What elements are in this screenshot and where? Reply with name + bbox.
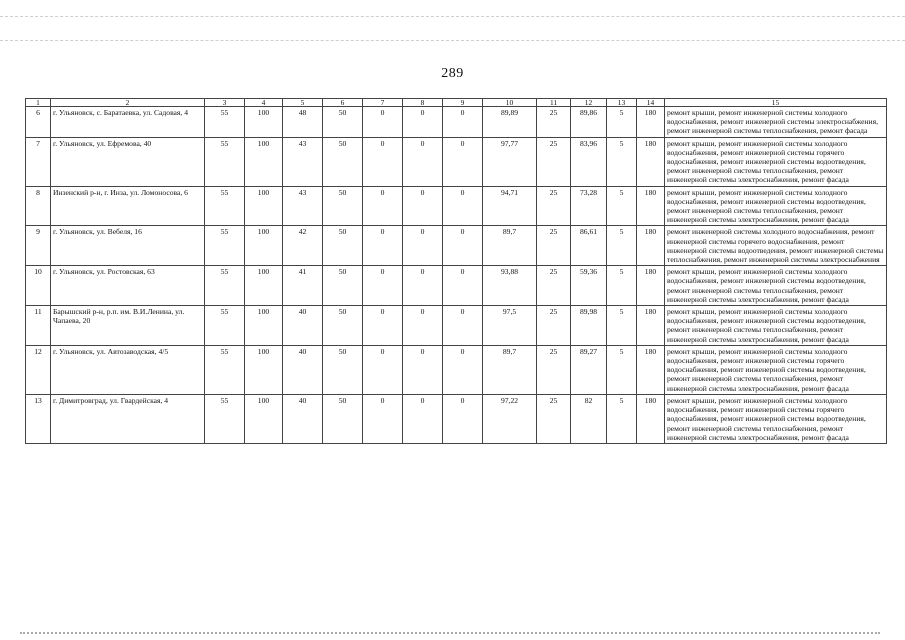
col5-cell: 40 (283, 306, 323, 346)
col6-cell: 50 (323, 137, 363, 186)
col11-cell: 25 (537, 186, 571, 226)
col5-cell: 43 (283, 137, 323, 186)
col11-cell: 25 (537, 306, 571, 346)
col9-cell: 0 (443, 107, 483, 138)
col13-cell: 5 (607, 186, 637, 226)
col10-cell: 89,7 (483, 345, 537, 394)
page-number: 289 (441, 66, 464, 81)
scan-edge-top (0, 16, 905, 18)
row-number: 9 (26, 226, 51, 266)
column-header-15: 15 (665, 99, 887, 107)
col4-cell: 100 (245, 266, 283, 306)
column-header-3: 3 (205, 99, 245, 107)
col12-cell: 86,61 (571, 226, 607, 266)
table-row (26, 345, 887, 394)
table-row (26, 394, 887, 443)
col12-cell: 73,28 (571, 186, 607, 226)
col9-cell: 0 (443, 394, 483, 443)
col12-cell: 82 (571, 394, 607, 443)
col4-cell: 100 (245, 137, 283, 186)
col5-cell: 40 (283, 394, 323, 443)
column-header-4: 4 (245, 99, 283, 107)
works-cell: ремонт инженерной системы холодного водоснабжения, ремонт инженерной системы горячего водоснабжения, ремонт инженерной системы водоотведения, ремонт инженерной системы теплоснабжения, ремонт инженерной системы электроснабжения (665, 226, 887, 266)
col6-cell: 50 (323, 266, 363, 306)
table-row (26, 137, 887, 186)
col14-cell: 180 (637, 137, 665, 186)
col12-cell: 89,86 (571, 107, 607, 138)
table-row (26, 306, 887, 346)
works-cell: ремонт крыши, ремонт инженерной системы холодного водоснабжения, ремонт инженерной системы водоотведения, ремонт инженерной системы теплоснабжения, ремонт инженерной системы электроснабжения, ремонт фасада (665, 266, 887, 306)
col6-cell: 50 (323, 226, 363, 266)
table-header (26, 99, 887, 107)
address-cell: г. Ульяновск, ул. Ростовская, 63 (51, 266, 205, 306)
col4-cell: 100 (245, 107, 283, 138)
col10-cell: 93,88 (483, 266, 537, 306)
address-cell: г. Ульяновск, ул. Автозаводская, 4/5 (51, 345, 205, 394)
col8-cell: 0 (403, 137, 443, 186)
col14-cell: 180 (637, 186, 665, 226)
col8-cell: 0 (403, 306, 443, 346)
col8-cell: 0 (403, 226, 443, 266)
col11-cell: 25 (537, 107, 571, 138)
col12-cell: 59,36 (571, 266, 607, 306)
col7-cell: 0 (363, 394, 403, 443)
col5-cell: 40 (283, 345, 323, 394)
col11-cell: 25 (537, 137, 571, 186)
col13-cell: 5 (607, 226, 637, 266)
col8-cell: 0 (403, 394, 443, 443)
col13-cell: 5 (607, 345, 637, 394)
column-header-1: 1 (26, 99, 51, 107)
col12-cell: 89,98 (571, 306, 607, 346)
address-cell: Инзенский р-н, г. Инза, ул. Ломоносова, 6 (51, 186, 205, 226)
row-number: 6 (26, 107, 51, 138)
col7-cell: 0 (363, 186, 403, 226)
col14-cell: 180 (637, 306, 665, 346)
col7-cell: 0 (363, 306, 403, 346)
address-cell: г. Ульяновск, ул. Вебеля, 16 (51, 226, 205, 266)
address-cell: г. Ульяновск, ул. Ефремова, 40 (51, 137, 205, 186)
col6-cell: 50 (323, 107, 363, 138)
col3-cell: 55 (205, 226, 245, 266)
address-cell: г. Ульяновск, с. Баратаевка, ул. Садовая, 4 (51, 107, 205, 138)
col14-cell: 180 (637, 226, 665, 266)
col9-cell: 0 (443, 266, 483, 306)
col11-cell: 25 (537, 226, 571, 266)
row-number: 13 (26, 394, 51, 443)
row-number: 12 (26, 345, 51, 394)
column-header-10: 10 (483, 99, 537, 107)
col9-cell: 0 (443, 186, 483, 226)
col9-cell: 0 (443, 137, 483, 186)
register-table (25, 98, 887, 444)
col9-cell: 0 (443, 226, 483, 266)
column-header-11: 11 (537, 99, 571, 107)
col11-cell: 25 (537, 345, 571, 394)
col11-cell: 25 (537, 266, 571, 306)
col12-cell: 83,96 (571, 137, 607, 186)
works-cell: ремонт крыши, ремонт инженерной системы холодного водоснабжения, ремонт инженерной системы горячего водоснабжения, ремонт инженерной системы водоотведения, ремонт инженерной системы теплоснабжения, ремонт инженерной системы электроснабжения, ремонт фасада (665, 137, 887, 186)
table-body (26, 107, 887, 444)
col13-cell: 5 (607, 107, 637, 138)
col6-cell: 50 (323, 394, 363, 443)
col3-cell: 55 (205, 394, 245, 443)
table-row (26, 107, 887, 138)
col13-cell: 5 (607, 306, 637, 346)
col14-cell: 180 (637, 345, 665, 394)
col3-cell: 55 (205, 107, 245, 138)
col3-cell: 55 (205, 266, 245, 306)
col5-cell: 41 (283, 266, 323, 306)
col10-cell: 89,89 (483, 107, 537, 138)
col10-cell: 97,22 (483, 394, 537, 443)
column-header-8: 8 (403, 99, 443, 107)
column-header-7: 7 (363, 99, 403, 107)
col9-cell: 0 (443, 306, 483, 346)
col10-cell: 97,77 (483, 137, 537, 186)
col3-cell: 55 (205, 137, 245, 186)
col10-cell: 89,7 (483, 226, 537, 266)
col5-cell: 42 (283, 226, 323, 266)
table-row (26, 186, 887, 226)
works-cell: ремонт крыши, ремонт инженерной системы холодного водоснабжения, ремонт инженерной системы горячего водоснабжения, ремонт инженерной системы водоотведения, ремонт инженерной системы теплоснабжения, ремонт инженерной системы электроснабжения, ремонт фасада (665, 394, 887, 443)
column-header-13: 13 (607, 99, 637, 107)
col14-cell: 180 (637, 266, 665, 306)
works-cell: ремонт крыши, ремонт инженерной системы холодного водоснабжения, ремонт инженерной системы электроснабжения, ремонт инженерной системы теплоснабжения, ремонт фасада (665, 107, 887, 138)
col7-cell: 0 (363, 137, 403, 186)
table-row (26, 226, 887, 266)
row-number: 11 (26, 306, 51, 346)
column-header-12: 12 (571, 99, 607, 107)
col7-cell: 0 (363, 226, 403, 266)
scan-bottom-artifact (20, 630, 880, 634)
col8-cell: 0 (403, 186, 443, 226)
col4-cell: 100 (245, 186, 283, 226)
works-cell: ремонт крыши, ремонт инженерной системы холодного водоснабжения, ремонт инженерной системы водоотведения, ремонт инженерной системы теплоснабжения, ремонт инженерной системы электроснабжения, ремонт фасада (665, 186, 887, 226)
col14-cell: 180 (637, 394, 665, 443)
col10-cell: 94,71 (483, 186, 537, 226)
col13-cell: 5 (607, 137, 637, 186)
column-header-14: 14 (637, 99, 665, 107)
column-header-2: 2 (51, 99, 205, 107)
table-row (26, 266, 887, 306)
col6-cell: 50 (323, 186, 363, 226)
row-number: 10 (26, 266, 51, 306)
scan-edge-upper (0, 40, 905, 42)
col3-cell: 55 (205, 306, 245, 346)
column-header-9: 9 (443, 99, 483, 107)
col4-cell: 100 (245, 306, 283, 346)
col3-cell: 55 (205, 186, 245, 226)
col7-cell: 0 (363, 107, 403, 138)
col11-cell: 25 (537, 394, 571, 443)
col3-cell: 55 (205, 345, 245, 394)
col14-cell: 180 (637, 107, 665, 138)
works-cell: ремонт крыши, ремонт инженерной системы холодного водоснабжения, ремонт инженерной системы водоотведения, ремонт инженерной системы теплоснабжения, ремонт инженерной системы электроснабжения, ремонт фасада (665, 306, 887, 346)
works-cell: ремонт крыши, ремонт инженерной системы холодного водоснабжения, ремонт инженерной системы горячего водоснабжения, ремонт инженерной системы водоотведения, ремонт инженерной системы теплоснабжения, ремонт инженерной системы электроснабжения, ремонт фасада (665, 345, 887, 394)
col7-cell: 0 (363, 345, 403, 394)
col7-cell: 0 (363, 266, 403, 306)
address-cell: Барышский р-н, р.п. им. В.И.Ленина, ул. Чапаева, 20 (51, 306, 205, 346)
col8-cell: 0 (403, 107, 443, 138)
col5-cell: 43 (283, 186, 323, 226)
header-row (26, 99, 887, 107)
col13-cell: 5 (607, 394, 637, 443)
col10-cell: 97,5 (483, 306, 537, 346)
column-header-6: 6 (323, 99, 363, 107)
col8-cell: 0 (403, 266, 443, 306)
col8-cell: 0 (403, 345, 443, 394)
col4-cell: 100 (245, 226, 283, 266)
row-number: 8 (26, 186, 51, 226)
row-number: 7 (26, 137, 51, 186)
col12-cell: 89,27 (571, 345, 607, 394)
col6-cell: 50 (323, 306, 363, 346)
col13-cell: 5 (607, 266, 637, 306)
col5-cell: 48 (283, 107, 323, 138)
column-header-5: 5 (283, 99, 323, 107)
col4-cell: 100 (245, 345, 283, 394)
col9-cell: 0 (443, 345, 483, 394)
col4-cell: 100 (245, 394, 283, 443)
address-cell: г. Димитровград, ул. Гвардейская, 4 (51, 394, 205, 443)
col6-cell: 50 (323, 345, 363, 394)
